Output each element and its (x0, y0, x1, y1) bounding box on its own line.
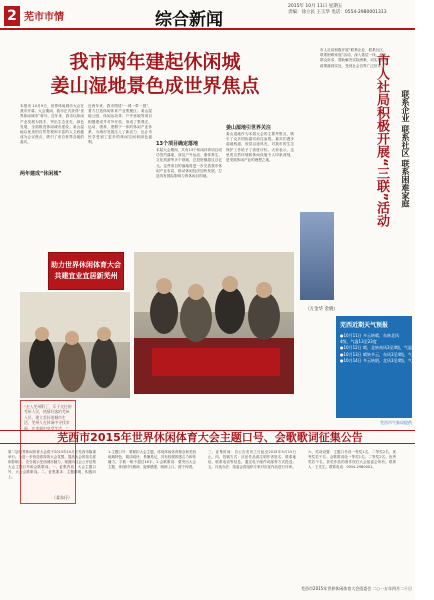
subhead-2: 13个项目确定落地 (156, 141, 198, 147)
promo-box (48, 252, 124, 290)
story-col-4-text: 姜山湿地作为本届大会的主要考察点，吸引了众多国际嘉宾前往参观。嘉宾们漫步湿地栈道，欣赏沿途风光，对我市的生态保护工作给予了高度评价。大家表示，这里的自然环境和休闲设施令人印象深刻，是发展休闲产业的理想之地。 (226, 132, 294, 163)
weather-line: 4级，气温13至23度 (340, 339, 377, 345)
bottom-col-3 (208, 450, 296, 578)
subhead-3: 姜山湿地引世界关注 (226, 125, 272, 131)
weather-line: ●10月13日 晴转多云，东风3至4级，气温14至26度 (340, 351, 434, 357)
weather-line: ●10月12日 晴，北转南风3至4级，气温12至24度 (340, 345, 431, 351)
promo-line2: 共建宜业宜居新芜州 (54, 272, 118, 280)
event-photo-image (134, 252, 294, 394)
right-story-author: （万金华 金晓） (305, 307, 338, 312)
bottom-col-4-text: 六、奖项设置：主题口号设一等奖1名、二等奖2名、优秀奖若干名；会歌歌词设一等奖1名、二等奖2名、优秀奖若干名。获奖作品的著作权归大会组委会所有。联系人：王先生。联系电话：0554-2980001。 (308, 450, 396, 470)
bottom-col-3-text: 三、征集时间：自公告发布之日起至2015年5月15日止。四、投稿方式：应征作品请注明作者姓名、联系地址、联系电话等信息，通过电子邮件或邮寄方式投送。五、评选办法：组委会将组织专家对应征作品进行评审。 (208, 450, 296, 470)
story-col-1-text: 本报讯 10月9日，世界休闲城市大会在我市开幕。大会期间，我市正式获得“世界休闲城市”称号。近年来，我市以休闲产业发展为抓手，突出生态优先、绿色发展，全面推进休闲城市建设。姜山湿地以优美的自然景观和丰富的人文底蕴成为会议焦点，吸引了来自世界各地的嘉宾。 (20, 104, 84, 145)
weather-box (336, 316, 434, 418)
right-story-lead-text: 市人社局积极开展“联系企业、联系社区、联系困难家庭”活动，深入基层一线，倾听群众诉求，帮助解决实际困难，切实把惠民政策落到实处，受到社会各界广泛好评。 (320, 48, 389, 68)
bottom-headline: 芜西市2015年世界休闲体育大会主题口号、会歌歌词征集公告 (57, 431, 363, 444)
right-story-title: 市人社局积极开展“三联”活动 (374, 54, 389, 228)
section-title: 综合新闻 (155, 10, 223, 30)
quote-source: （姜东仔） (52, 494, 72, 500)
story-col-4 (226, 132, 294, 246)
bottom-col-1-text: 第二届世界休闲体育大会将于2015年10月在芜西市隆重举行。为进一步营造浓厚的大会氛围，提高大会的知名度和影响力，充分展示芜西城市魅力，现面向社会公开征集大会主题口号和会歌歌词。一、征集内容：大会主题口号、大会会歌歌词。二、征集要求：主题鲜明，积极向上。 (8, 450, 96, 480)
bottom-col-4 (308, 450, 396, 570)
group-photo (20, 292, 130, 398)
masthead (0, 0, 415, 30)
column-name: 芜市市情 (24, 12, 64, 23)
group-photo-image (20, 292, 130, 398)
weather-footer: 芜西市气象局提供 (380, 420, 412, 425)
right-story-photo (300, 212, 334, 300)
date-line: 2015年 10月 11日 星期五 (288, 4, 343, 9)
story-col-2 (88, 104, 152, 246)
page-number: 2 (4, 6, 20, 26)
right-story-subtitle: 联系企业 联系社区 联系困难家庭 (401, 90, 410, 208)
bottom-col-2-text: 1.主题口号：要紧扣大会主题，体现休闲体育理念和芜西地域特色，简洁明快，易懂易记，具有较强的感召力和传播力，字数一般不超过16字。2.会歌歌词：要突出大会主题，体现时代精神，旋律感强，朗朗上口，便于传唱。 (108, 450, 196, 470)
story-col-3 (156, 148, 222, 246)
main-headline (20, 50, 290, 98)
bottom-col-2 (108, 450, 196, 578)
headline-line2: 姜山湿地景色成世界焦点 (50, 75, 260, 97)
bottom-footnote: 芜西市2015年世界休闲体育大会组委会 二○一五年四月二十日 (301, 586, 412, 591)
date-block (288, 4, 413, 16)
event-photo (134, 252, 294, 394)
story-col-3-text: 本届大会期间，共有13个休闲体育项目成功签约落地，涉及户外运动、康体养生、文化旅游等多个领域，总投资额超过百亿元。这些项目的落地将进一步完善我市休闲产业布局，推动休闲经济加快发展，打造具有国际影响力的休闲目的地。 (156, 148, 222, 179)
weather-title: 芜西近期天气预报 (340, 322, 389, 329)
story-col-2-text: 近两年来，我市围绕“一城一带一园”，着力打造休闲体育产业集聚区。姜山湿地公园、休闲运动带、户外营地等项目相继建成并对外开放，形成了集观光、运动、康养、度假于一体的休闲产业体系，为城市发展注入了新活力，也让市民享受到了更多的休闲空间和绿色福利。 (88, 104, 152, 145)
headline-line1: 我市两年建起休闲城 (69, 51, 241, 73)
bottom-col-1 (8, 450, 96, 578)
quote-text: “走入芜州附了，乐于交往的芜州人民，热情好客的芜州人民，建立美好的城市生活，芜州人在休闲中寻找幸福，在幸福中享受生活。” (24, 404, 72, 431)
promo-line1: 助力世界休闲体育大会 (51, 261, 121, 269)
weather-line: ●10月11日 多云转晴，东转北风 (340, 333, 399, 338)
weather-line: ●10月14日 多云转阴，北风3至4级，气温15至27度 (340, 357, 434, 363)
editor-line: 责编：徐立民 王玉华 电话：0554-2980001313 (288, 10, 387, 15)
subhead-1: 两年建成“休闲城” (20, 171, 62, 177)
